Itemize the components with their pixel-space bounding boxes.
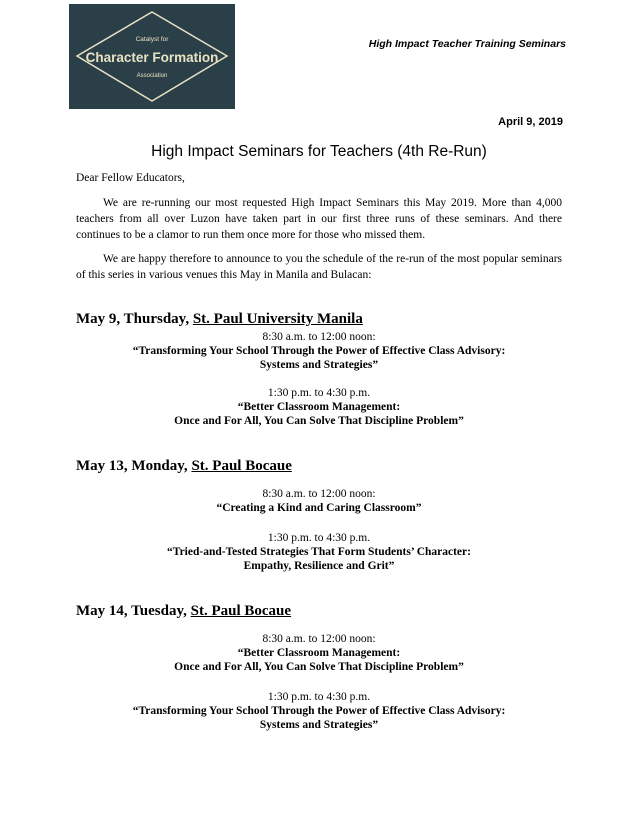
- intro-paragraph: We are re-running our most requested High Impact Seminars this May 2019. More than 4,000 teachers from all over Luzon have taken part in our first three runs of these seminars. And there continues to be a clamor to run them once more for those who missed them.: [76, 197, 562, 241]
- session-title: “Better Classroom Management:: [237, 401, 401, 413]
- session-time: 8:30 a.m. to 12:00 noon:: [262, 488, 376, 500]
- day-label: May 14, Tuesday,: [76, 603, 187, 619]
- session-time: 1:30 p.m. to 4:30 p.m.: [267, 387, 371, 399]
- organization-logo: [69, 4, 235, 109]
- session-time: 8:30 a.m. to 12:00 noon:: [262, 633, 376, 645]
- session-title-cont: Once and For All, You Can Solve That Discipline Problem”: [174, 661, 464, 673]
- day-label: May 9, Thursday,: [76, 311, 190, 327]
- logo-line2: Character Formation: [85, 50, 219, 65]
- session-title: “Transforming Your School Through the Power of Effective Class Advisory:: [132, 345, 506, 357]
- session-title-cont: Systems and Strategies”: [259, 359, 379, 371]
- schedule-day-heading: [76, 311, 363, 328]
- day-label: May 13, Monday,: [76, 458, 188, 474]
- greeting: Dear Fellow Educators,: [76, 172, 185, 184]
- header-series-title: High Impact Teacher Training Seminars: [368, 38, 566, 50]
- venue-label: St. Paul University Manila: [192, 311, 363, 327]
- session-title: “Creating a Kind and Caring Classroom”: [216, 502, 422, 514]
- schedule-day-heading: [76, 458, 292, 475]
- session-title: “Tried-and-Tested Strategies That Form Students’ Character:: [167, 546, 471, 558]
- venue-label: St. Paul Bocaue: [190, 603, 292, 619]
- letter-date: April 9, 2019: [498, 116, 563, 128]
- logo-line3: Association: [136, 73, 168, 79]
- venue-label: St. Paul Bocaue: [191, 458, 292, 474]
- logo-line1: Catalyst for: [135, 36, 169, 43]
- session-time: 1:30 p.m. to 4:30 p.m.: [267, 532, 371, 544]
- page-title: High Impact Seminars for Teachers (4th Re-Run): [151, 143, 487, 160]
- session-time: 1:30 p.m. to 4:30 p.m.: [267, 691, 371, 703]
- schedule-day-heading: [76, 603, 291, 620]
- announcement-paragraph: We are happy therefore to announce to you the schedule of the re-run of the most popular seminars of this series in various venues this May in Manila and Bulacan:: [76, 253, 562, 281]
- session-time: 8:30 a.m. to 12:00 noon:: [262, 331, 376, 343]
- session-title-cont: Empathy, Resilience and Grit”: [243, 560, 395, 572]
- session-title-cont: Systems and Strategies”: [259, 719, 379, 731]
- session-title-cont: Once and For All, You Can Solve That Discipline Problem”: [174, 415, 464, 427]
- session-title: “Better Classroom Management:: [237, 647, 401, 659]
- session-title: “Transforming Your School Through the Power of Effective Class Advisory:: [132, 705, 506, 717]
